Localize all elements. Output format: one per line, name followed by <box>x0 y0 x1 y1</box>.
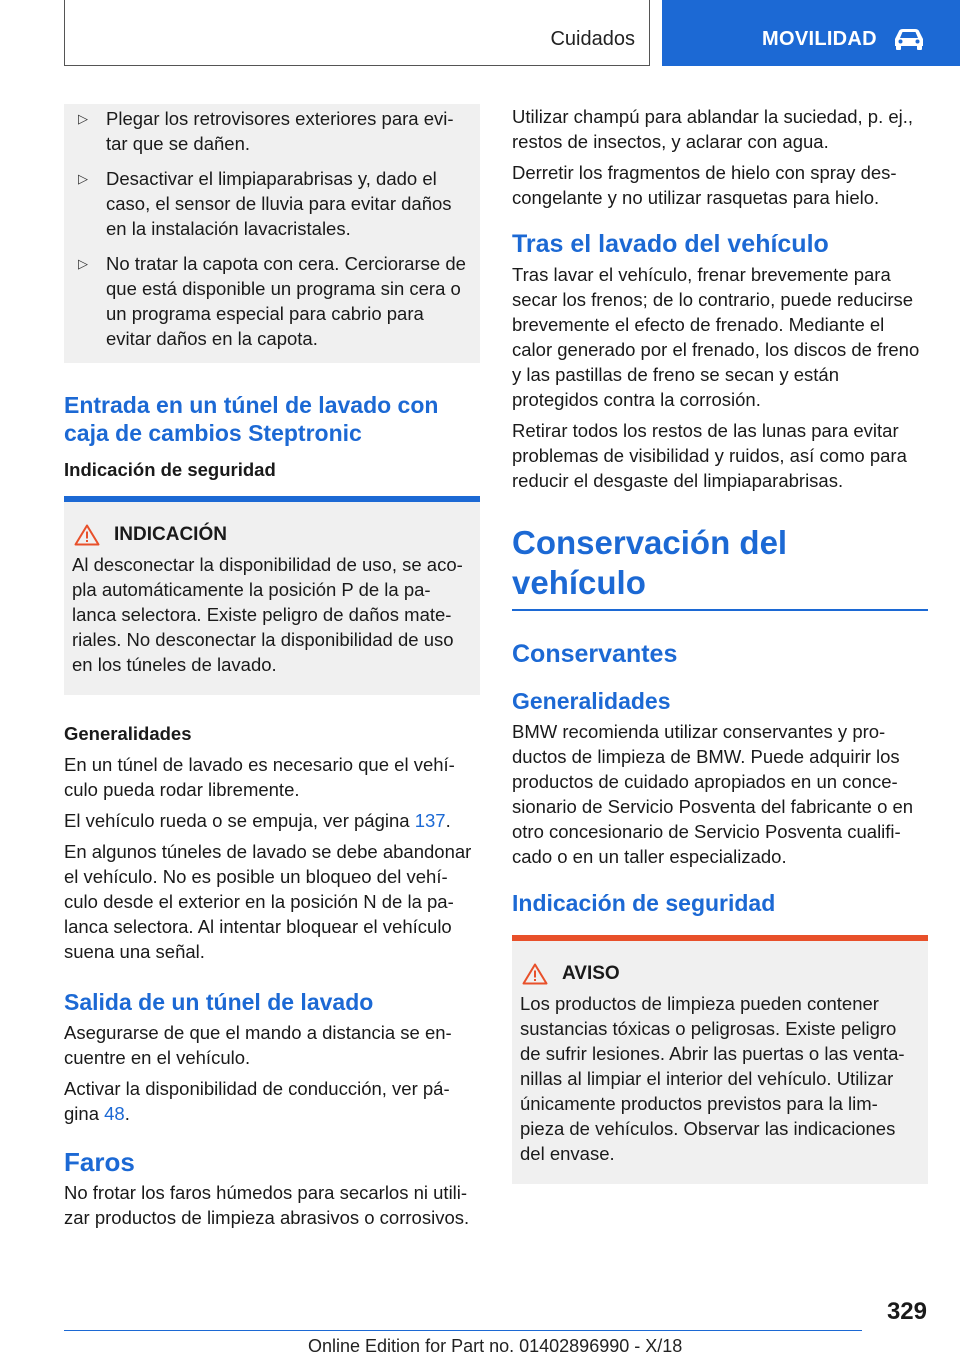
heading-conservantes: Conservantes <box>512 640 678 668</box>
page-number: 329 <box>886 1298 927 1325</box>
notice-title <box>520 963 920 985</box>
page-link-137[interactable]: 137 <box>414 810 446 831</box>
paragraph-with-link <box>64 1076 480 1126</box>
paragraph: No frotar los faros húmedos para secarlos ni utili-zar productos de limpieza abrasivos o corrosivos. <box>64 1182 470 1228</box>
notice-title-text: INDICACIÓN <box>114 524 227 545</box>
list-item <box>78 166 466 241</box>
bullet-list <box>64 104 480 363</box>
notice-title <box>72 524 472 546</box>
paragraph: Derretir los fragmentos de hielo con spray des-congelante y no utilizar rasquetas para hielo. <box>512 162 897 208</box>
notice-text: Los productos de limpieza pueden contener sustancias tóxicas o peligrosas. Existe peligro de sufrir lesiones. Abrir las puertas o las venta-nillas al limpiar el interior del vehículo. Utilizar únicamente productos previstos para la lim-pieza de vehículos. Observar las indicaciones del envase. <box>520 993 905 1164</box>
paragraph-text: . <box>445 810 451 831</box>
heading-after-wash: Tras el lavado del vehículo <box>512 230 829 258</box>
heading-tunnel-entry: Entrada en un túnel de lavado con caja de cambios Steptronic <box>64 392 439 446</box>
chapter-tab[interactable] <box>662 0 960 66</box>
warning-icon <box>74 524 100 546</box>
paragraph-text: El vehículo rueda o se empuja, ver página <box>64 810 415 831</box>
triangle-bullet-icon: ▷ <box>78 171 88 186</box>
paragraph: Tras lavar el vehículo, frenar brevemente para secar los frenos; de lo contrario, puede reducirse brevemente el efecto de frenado. Mediante el calor generado por el frenado, los discos de freno y las pastillas de freno se secan y están protegidos contra la corrosión. <box>512 264 920 410</box>
heading-vehicle-conservation: Conservación del vehículo <box>512 523 928 611</box>
header-section-box <box>64 0 650 66</box>
list-item <box>78 106 466 156</box>
heading-faros: Faros <box>64 1147 135 1177</box>
notice-title-text: AVISO <box>562 963 620 984</box>
subheading-safety: Indicación de seguridad <box>64 459 276 480</box>
page-link-48[interactable]: 48 <box>104 1103 125 1124</box>
right-column <box>512 104 928 1184</box>
heading-tunnel-exit: Salida de un túnel de lavado <box>64 989 374 1015</box>
list-item-text: Plegar los retrovisores exteriores para evi-tar que se dañen. <box>106 108 454 154</box>
chapter-tab-label: MOVILIDAD <box>762 28 877 50</box>
car-icon <box>892 27 926 51</box>
section-title: Cuidados <box>550 28 635 50</box>
paragraph: En algunos túneles de lavado se debe abandonar el vehículo. No es posible un bloqueo del vehí-culo desde el exterior en la posición N de la pa-lanca selectora. Al intentar bloquear el vehículo suena una señal. <box>64 841 472 962</box>
triangle-bullet-icon: ▷ <box>78 111 88 126</box>
paragraph: Asegurarse de que el mando a distancia se en-cuentre en el vehículo. <box>64 1022 452 1068</box>
heading-safety: Indicación de seguridad <box>512 890 776 916</box>
warning-box <box>512 935 928 1184</box>
paragraph-with-link <box>64 808 480 833</box>
footer-divider <box>64 1330 862 1331</box>
paragraph-text: . <box>124 1103 130 1124</box>
paragraph: Utilizar champú para ablandar la suciedad, p. ej., restos de insectos, y aclarar con agua. <box>512 106 914 152</box>
left-column <box>64 104 480 1236</box>
notice-box <box>64 496 480 695</box>
warning-icon <box>522 963 548 985</box>
list-item <box>78 251 466 351</box>
triangle-bullet-icon: ▷ <box>78 256 88 271</box>
footer-edition: Online Edition for Part no. 01402896990 - X/18 <box>308 1336 683 1356</box>
paragraph: BMW recomienda utilizar conservantes y pro-ductos de limpieza de BMW. Puede adquirir los productos de cuidado apropiados en un conce-sionario de Servicio Posventa del fabricante o en otro concesionario de Servicio Posventa cualifi-cado o en un taller especializado. <box>512 721 914 867</box>
heading-generalidades: Generalidades <box>512 688 671 714</box>
paragraph: Retirar todos los restos de las lunas para evitar problemas de visibilidad y ruidos, así como para reducir el desgaste del limpiaparabrisas. <box>512 420 907 491</box>
list-item-text: Desactivar el limpiaparabrisas y, dado el caso, el sensor de lluvia para evitar daños en la instalación lavacristales. <box>106 168 452 239</box>
paragraph: En un túnel de lavado es necesario que el vehí-culo pueda rodar libremente. <box>64 754 455 800</box>
paragraph-text: Activar la disponibilidad de conducción, ver pá-gina <box>64 1078 450 1124</box>
subheading-general: Generalidades <box>64 723 192 744</box>
notice-text: Al desconectar la disponibilidad de uso, se aco-pla automáticamente la posición P de la pa-lanca selectora. Existe peligro de daños mate-riales. No desconectar la disponibilidad de uso en los túneles de lavado. <box>72 554 463 675</box>
list-item-text: No tratar la capota con cera. Cerciorarse de que está disponible un programa sin cera o un programa especial para cabrio para evitar daños en la capota. <box>106 253 466 349</box>
